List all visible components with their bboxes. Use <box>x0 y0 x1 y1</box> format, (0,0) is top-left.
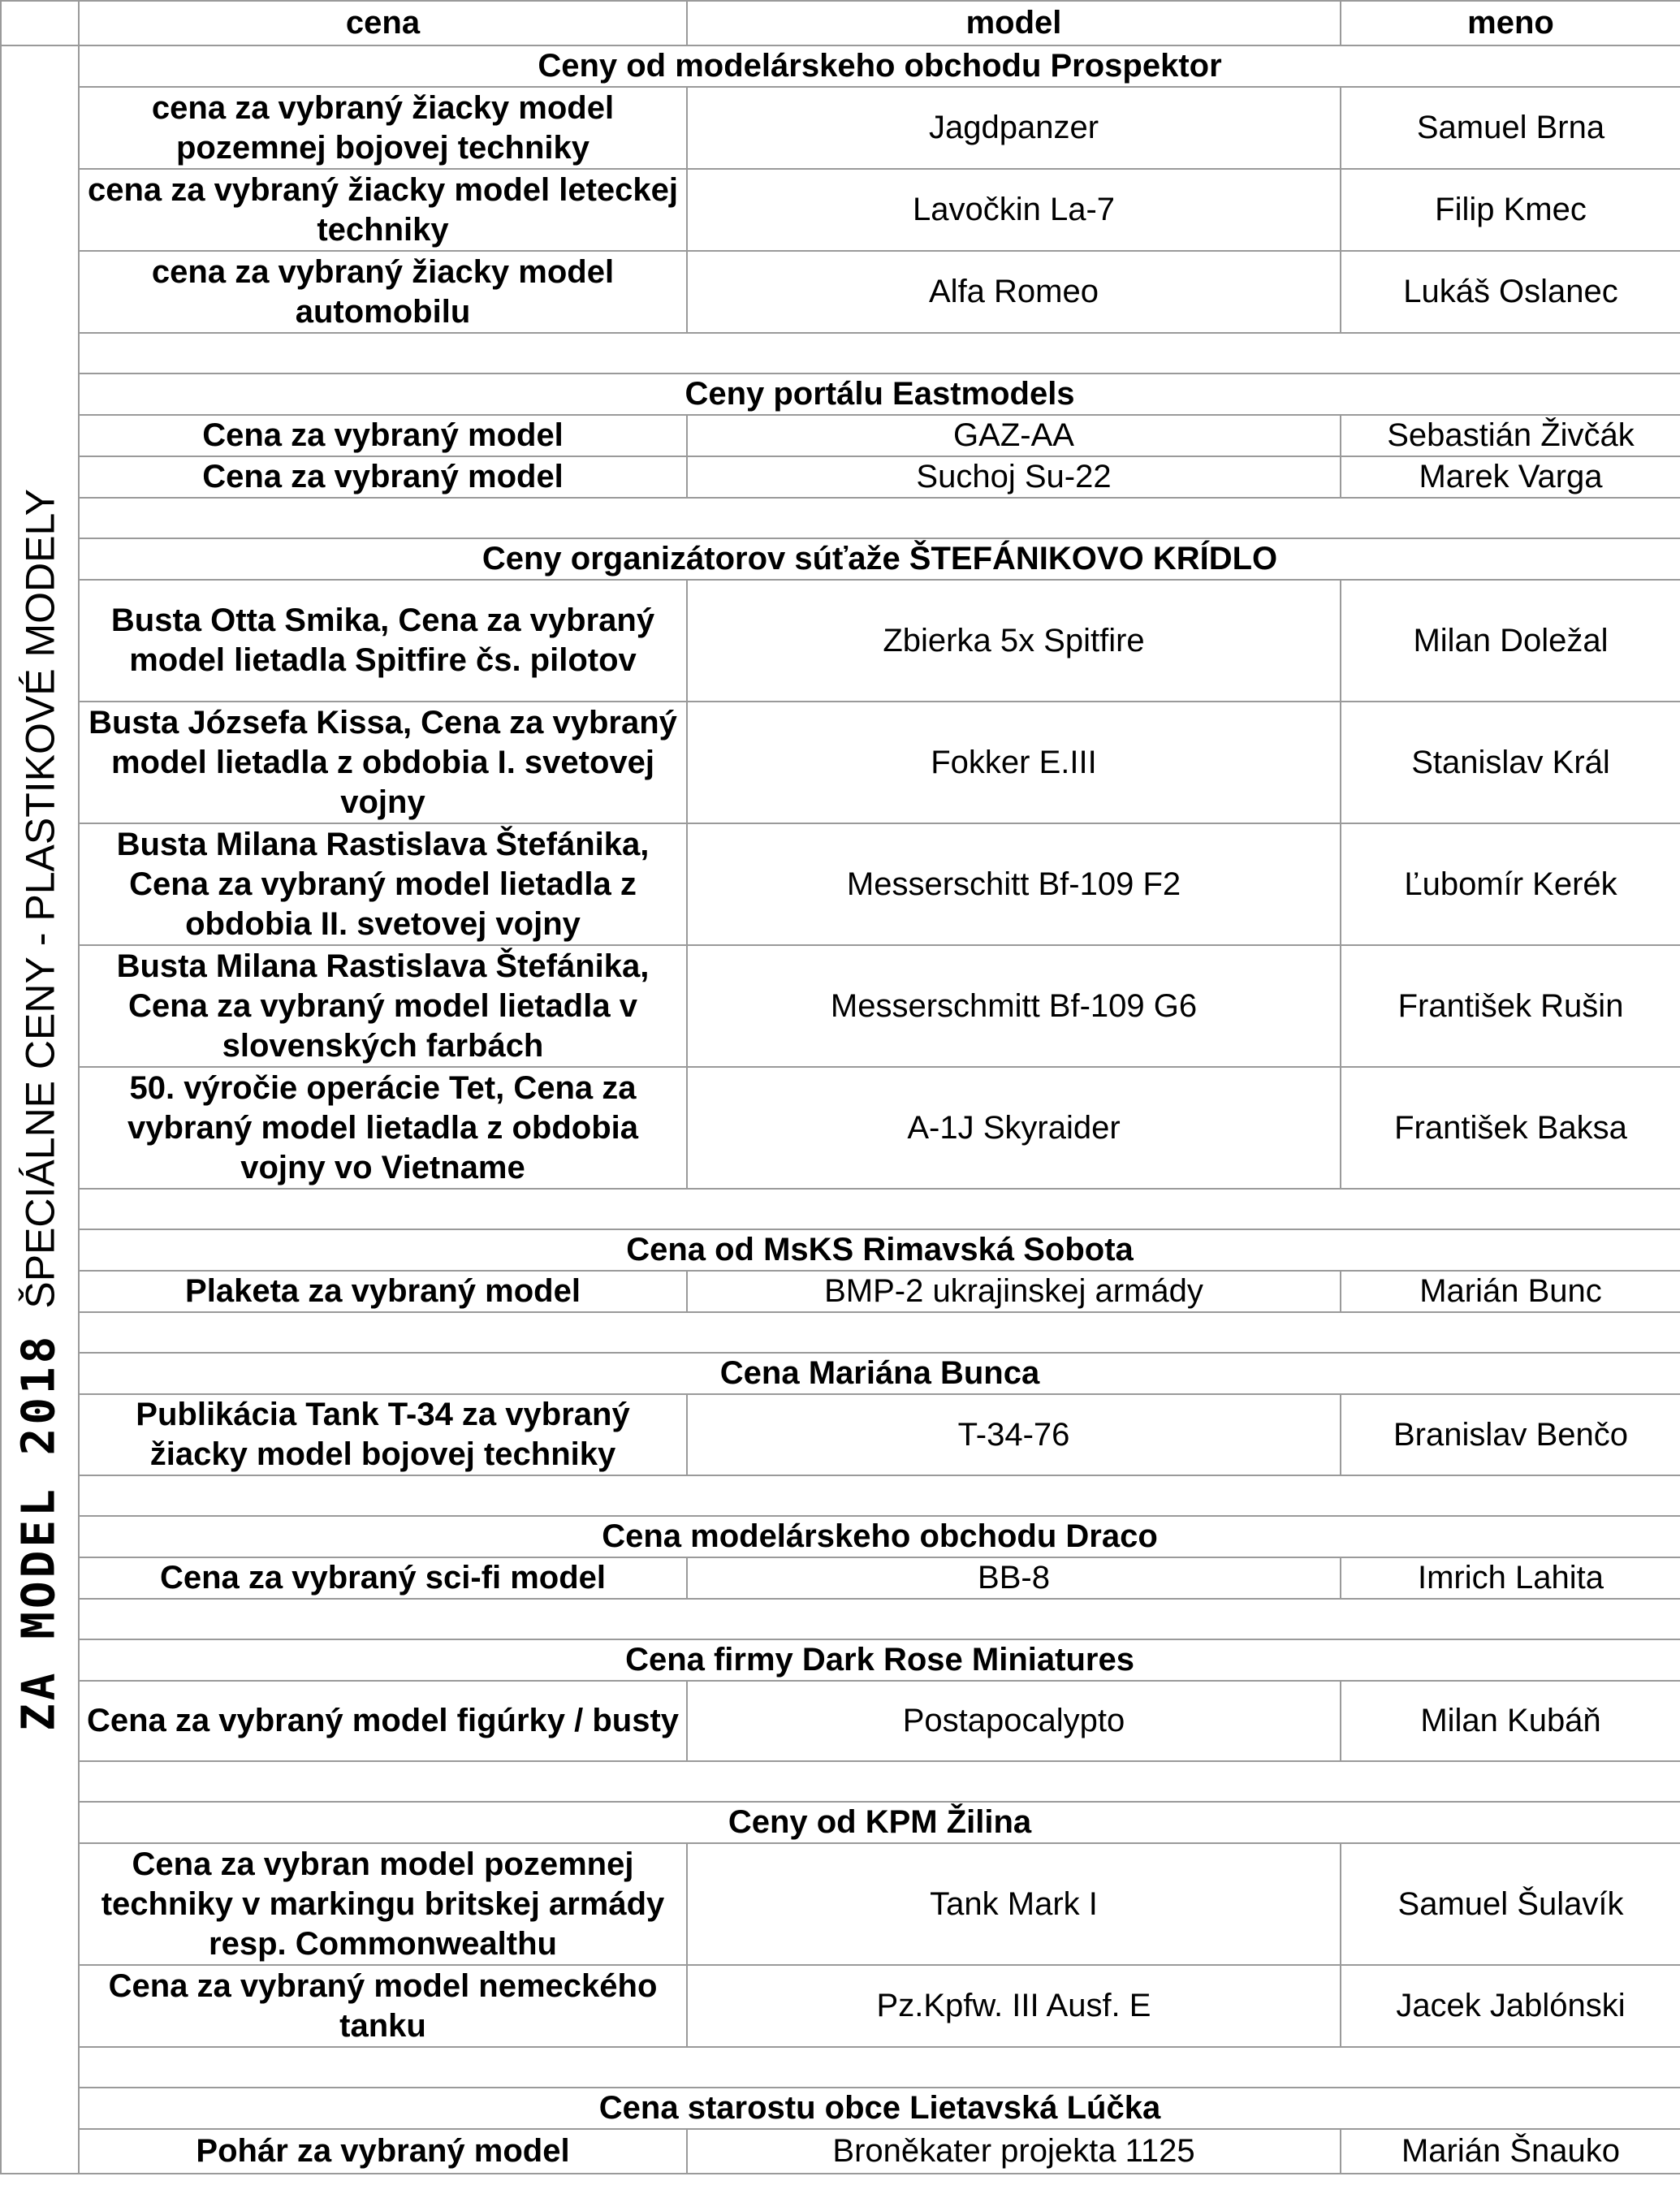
cell-model: Messerschmitt Bf-109 G6 <box>687 945 1341 1067</box>
table-row <box>1 1394 1680 1475</box>
section-title-row <box>1 45 1680 87</box>
section-title-row <box>1 1639 1680 1681</box>
cell-model: BB-8 <box>687 1557 1341 1599</box>
section-title: Ceny od modelárskeho obchodu Prospektor <box>79 45 1680 87</box>
cell-cena: Cena za vybraný model nemeckého tanku <box>79 1965 687 2047</box>
table-row <box>1 1557 1680 1599</box>
spacer-row <box>1 333 1680 374</box>
cell-model: Postapocalypto <box>687 1681 1341 1761</box>
cell-cena: cena za vybraný žiacky model pozemnej bojovej techniky <box>79 87 687 169</box>
cell-meno: Imrich Lahita <box>1341 1557 1680 1599</box>
cell-cena: Cena za vybraný model <box>79 456 687 498</box>
spacer-cell <box>79 1599 1680 1639</box>
section-title: Cena starostu obce Lietavská Lúčka <box>79 2088 1680 2129</box>
section-title-row <box>1 2088 1680 2129</box>
cell-meno: Milan Doležal <box>1341 580 1680 702</box>
cell-cena: Pohár za vybraný model <box>79 2129 687 2174</box>
spacer-cell <box>79 1312 1680 1353</box>
spacer-row <box>1 498 1680 538</box>
table-row <box>1 1271 1680 1312</box>
cell-meno: Samuel Šulavík <box>1341 1843 1680 1965</box>
table-row <box>1 87 1680 169</box>
cell-model: Fokker E.III <box>687 702 1341 823</box>
section-title: Cena Mariána Bunca <box>79 1353 1680 1394</box>
spacer-cell <box>79 1761 1680 1802</box>
cell-model: T-34-76 <box>687 1394 1341 1475</box>
section-title: Ceny organizátorov súťaže ŠTEFÁNIKOVO KRÍDLO <box>79 538 1680 580</box>
section-title-row <box>1 1353 1680 1394</box>
side-label-brand: ZA MODEL 2018 <box>12 1332 66 1731</box>
table-row <box>1 580 1680 702</box>
cell-cena: Cena za vybraný model figúrky / busty <box>79 1681 687 1761</box>
section-title: Cena firmy Dark Rose Miniatures <box>79 1639 1680 1681</box>
cell-meno: Stanislav Král <box>1341 702 1680 823</box>
spacer-cell <box>79 498 1680 538</box>
spacer-cell <box>79 2047 1680 2088</box>
cell-meno: Samuel Brna <box>1341 87 1680 169</box>
cell-cena: Cena za vybran model pozemnej techniky v markingu britskej armády resp. Commonwealthu <box>79 1843 687 1965</box>
cell-model: Pz.Kpfw. III Ausf. E <box>687 1965 1341 2047</box>
column-header-meno: meno <box>1341 1 1680 45</box>
cell-meno: Marián Bunc <box>1341 1271 1680 1312</box>
cell-cena: Busta Józsefa Kissa, Cena za vybraný model lietadla z obdobia I. svetovej vojny <box>79 702 687 823</box>
table-row <box>1 1681 1680 1761</box>
header-corner-cell <box>1 1 79 45</box>
spacer-row <box>1 1475 1680 1516</box>
section-title-row <box>1 374 1680 415</box>
cell-model: GAZ-AA <box>687 415 1341 456</box>
section-title: Ceny od KPM Žilina <box>79 1802 1680 1843</box>
cell-model: Jagdpanzer <box>687 87 1341 169</box>
cell-cena: Publikácia Tank T-34 za vybraný žiacky model bojovej techniky <box>79 1394 687 1475</box>
table-row <box>1 2129 1680 2174</box>
cell-meno: Marek Varga <box>1341 456 1680 498</box>
table-row <box>1 169 1680 251</box>
column-header-cena: cena <box>79 1 687 45</box>
cell-model: Zbierka 5x Spitfire <box>687 580 1341 702</box>
table-row <box>1 415 1680 456</box>
spacer-row <box>1 1761 1680 1802</box>
cell-meno: Lukáš Oslanec <box>1341 251 1680 333</box>
cell-meno: František Rušin <box>1341 945 1680 1067</box>
cell-model: Alfa Romeo <box>687 251 1341 333</box>
section-title: Cena modelárskeho obchodu Draco <box>79 1516 1680 1557</box>
cell-cena: cena za vybraný žiacky model automobilu <box>79 251 687 333</box>
table-row <box>1 945 1680 1067</box>
side-label-title: ŠPECIÁLNE CENY - PLASTIKOVÉ MODELY <box>17 488 63 1309</box>
cell-model: Messerschitt Bf-109 F2 <box>687 823 1341 945</box>
table-row <box>1 1067 1680 1189</box>
cell-model: Lavočkin La-7 <box>687 169 1341 251</box>
cell-meno: Jacek Jablónski <box>1341 1965 1680 2047</box>
column-header-model: model <box>687 1 1341 45</box>
side-label-cell <box>1 45 79 2174</box>
section-title-row <box>1 1516 1680 1557</box>
table-row <box>1 1965 1680 2047</box>
cell-cena: Cena za vybraný sci-fi model <box>79 1557 687 1599</box>
header-row <box>1 1 1680 45</box>
spacer-row <box>1 1189 1680 1229</box>
section-title: Cena od MsKS Rimavská Sobota <box>79 1229 1680 1271</box>
spacer-row <box>1 1599 1680 1639</box>
cell-cena: Busta Milana Rastislava Štefánika, Cena za vybraný model lietadla v slovenských farbách <box>79 945 687 1067</box>
cell-cena: Busta Otta Smika, Cena za vybraný model lietadla Spitfire čs. pilotov <box>79 580 687 702</box>
section-title-row <box>1 1802 1680 1843</box>
cell-cena: Plaketa za vybraný model <box>79 1271 687 1312</box>
cell-meno: Ľubomír Kerék <box>1341 823 1680 945</box>
cell-meno: Filip Kmec <box>1341 169 1680 251</box>
spacer-cell <box>79 1189 1680 1229</box>
cell-cena: Busta Milana Rastislava Štefánika, Cena za vybraný model lietadla z obdobia II. svetovej vojny <box>79 823 687 945</box>
cell-model: A-1J Skyraider <box>687 1067 1341 1189</box>
cell-model: Suchoj Su-22 <box>687 456 1341 498</box>
spacer-cell <box>79 333 1680 374</box>
spacer-cell <box>79 1475 1680 1516</box>
cell-cena: 50. výročie operácie Tet, Cena za vybraný model lietadla z obdobia vojny vo Vietname <box>79 1067 687 1189</box>
table-row <box>1 702 1680 823</box>
table-row <box>1 251 1680 333</box>
section-title-row <box>1 1229 1680 1271</box>
cell-model: Tank Mark I <box>687 1843 1341 1965</box>
cell-meno: Marián Šnauko <box>1341 2129 1680 2174</box>
table-row <box>1 1843 1680 1965</box>
section-title: Ceny portálu Eastmodels <box>79 374 1680 415</box>
table-row <box>1 456 1680 498</box>
spacer-row <box>1 2047 1680 2088</box>
cell-meno: Branislav Benčo <box>1341 1394 1680 1475</box>
section-title-row <box>1 538 1680 580</box>
table-row <box>1 823 1680 945</box>
cell-meno: Sebastián Živčák <box>1341 415 1680 456</box>
cell-cena: Cena za vybraný model <box>79 415 687 456</box>
cell-meno: Milan Kubáň <box>1341 1681 1680 1761</box>
cell-cena: cena za vybraný žiacky model leteckej techniky <box>79 169 687 251</box>
cell-model: Broněkater projekta 1125 <box>687 2129 1341 2174</box>
cell-model: BMP-2 ukrajinskej armády <box>687 1271 1341 1312</box>
cell-meno: František Baksa <box>1341 1067 1680 1189</box>
side-label <box>12 488 66 1731</box>
spacer-row <box>1 1312 1680 1353</box>
